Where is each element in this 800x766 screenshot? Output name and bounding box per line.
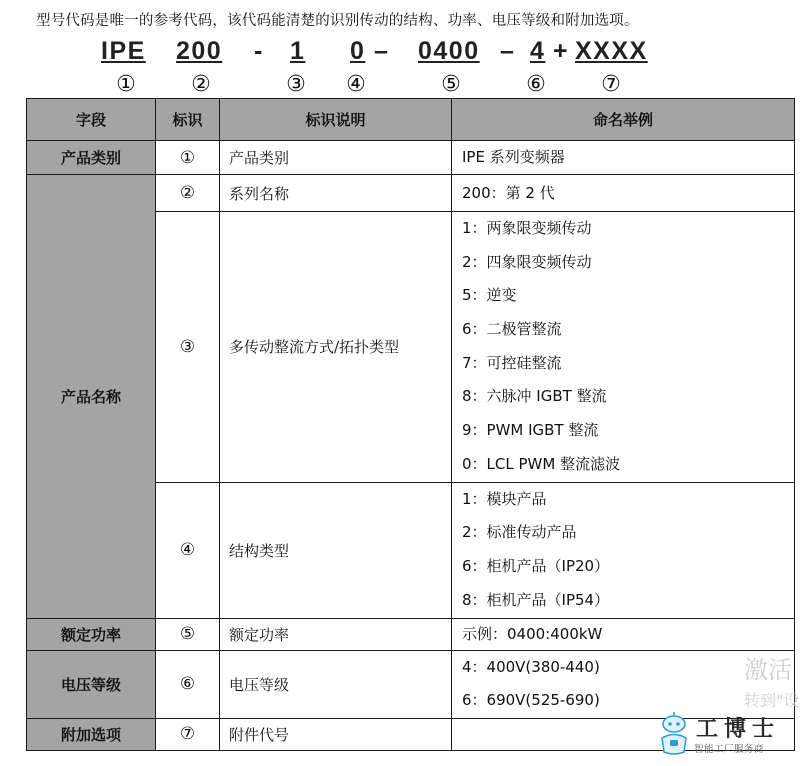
header-marker: 标识 bbox=[156, 99, 220, 141]
table-header-row bbox=[27, 99, 795, 141]
table-row bbox=[27, 650, 795, 718]
code-part-topology: 1 bbox=[290, 37, 306, 65]
row-example bbox=[452, 618, 795, 650]
example-item: IPE 系列变频器 bbox=[462, 148, 565, 166]
example-item: 0：LCL PWM 整流滤波 bbox=[462, 454, 621, 473]
example-item: 1：模块产品 bbox=[462, 489, 547, 508]
row-example bbox=[452, 175, 795, 212]
row-description: 系列名称 bbox=[220, 175, 452, 212]
field-additional-options: 附加选项 bbox=[27, 718, 156, 750]
intro-text: 型号代码是唯一的参考代码，该代码能清楚的识别传动的结构、功率、电压等级和附加选项。 bbox=[36, 13, 639, 29]
marker-1: ① bbox=[116, 72, 136, 97]
row-marker: ② bbox=[156, 175, 220, 212]
code-separator: – bbox=[500, 37, 516, 65]
model-code-table bbox=[26, 98, 795, 751]
table-row bbox=[27, 175, 795, 212]
example-item: 200：第 2 代 bbox=[462, 184, 555, 202]
logo bbox=[656, 712, 800, 766]
row-marker: ④ bbox=[156, 482, 220, 618]
example-item: 5：逆变 bbox=[462, 286, 517, 305]
header-field: 字段 bbox=[27, 99, 156, 141]
row-description: 结构类型 bbox=[220, 482, 452, 618]
table-row bbox=[27, 618, 795, 650]
field-rated-power: 额定功率 bbox=[27, 618, 156, 650]
example-item: 8：柜机产品（IP54） bbox=[462, 590, 610, 609]
field-voltage-level: 电压等级 bbox=[27, 650, 156, 718]
example-item: 2：标准传动产品 bbox=[462, 523, 577, 542]
marker-3: ③ bbox=[286, 72, 306, 97]
example-item: 8：六脉冲 IGBT 整流 bbox=[462, 387, 607, 406]
marker-4: ④ bbox=[346, 72, 366, 97]
example-item: 2：四象限变频传动 bbox=[462, 252, 592, 271]
row-marker: ① bbox=[156, 141, 220, 175]
code-part-structure: 0 bbox=[350, 37, 366, 65]
example-item: 6：二极管整流 bbox=[462, 320, 562, 339]
code-part-option: XXXX bbox=[575, 37, 648, 65]
code-separator: – bbox=[374, 37, 390, 65]
marker-6: ⑥ bbox=[526, 72, 546, 97]
code-part-voltage: 4 bbox=[530, 37, 546, 65]
watermark-goto: 转到"设 bbox=[744, 691, 800, 710]
marker-5: ⑤ bbox=[441, 72, 461, 97]
watermark-activate: 激活 bbox=[744, 656, 792, 684]
example-item: 4：400V(380-440) bbox=[462, 657, 600, 676]
row-description: 电压等级 bbox=[220, 650, 452, 718]
example-item: 6：690V(525-690) bbox=[462, 691, 600, 710]
example-item: 6：柜机产品（IP20） bbox=[462, 556, 610, 575]
logo-subtitle: 智能工厂服务商 bbox=[694, 744, 765, 755]
table-row bbox=[27, 141, 795, 175]
code-plus: + bbox=[553, 37, 570, 65]
robot-mascot-icon bbox=[656, 712, 692, 762]
example-item: 7：可控硅整流 bbox=[462, 353, 562, 372]
row-description: 附件代号 bbox=[220, 718, 452, 750]
row-example-list bbox=[452, 482, 795, 618]
field-product-name: 产品名称 bbox=[27, 175, 156, 619]
code-separator: - bbox=[254, 37, 264, 65]
row-marker: ⑥ bbox=[156, 650, 220, 718]
logo-text: 工博士 bbox=[696, 716, 781, 742]
example-item: 9：PWM IGBT 整流 bbox=[462, 421, 599, 440]
example-item: 示例：0400:400kW bbox=[462, 624, 603, 643]
row-example-list bbox=[452, 212, 795, 483]
marker-7: ⑦ bbox=[601, 72, 621, 97]
row-marker: ⑦ bbox=[156, 718, 220, 750]
row-marker: ⑤ bbox=[156, 618, 220, 650]
row-example bbox=[452, 141, 795, 175]
row-description: 多传动整流方式/拓扑类型 bbox=[220, 212, 452, 483]
code-part-series: 200 bbox=[176, 37, 223, 65]
header-description: 标识说明 bbox=[220, 99, 452, 141]
row-description: 额定功率 bbox=[220, 618, 452, 650]
code-part-ipe: IPE bbox=[101, 37, 146, 65]
code-part-power: 0400 bbox=[418, 37, 480, 65]
field-product-category: 产品类别 bbox=[27, 141, 156, 175]
row-marker: ③ bbox=[156, 212, 220, 483]
example-item: 1：两象限变频传动 bbox=[462, 219, 592, 237]
row-description: 产品类别 bbox=[220, 141, 452, 175]
marker-2: ② bbox=[191, 72, 211, 97]
header-example: 命名举例 bbox=[452, 99, 795, 141]
